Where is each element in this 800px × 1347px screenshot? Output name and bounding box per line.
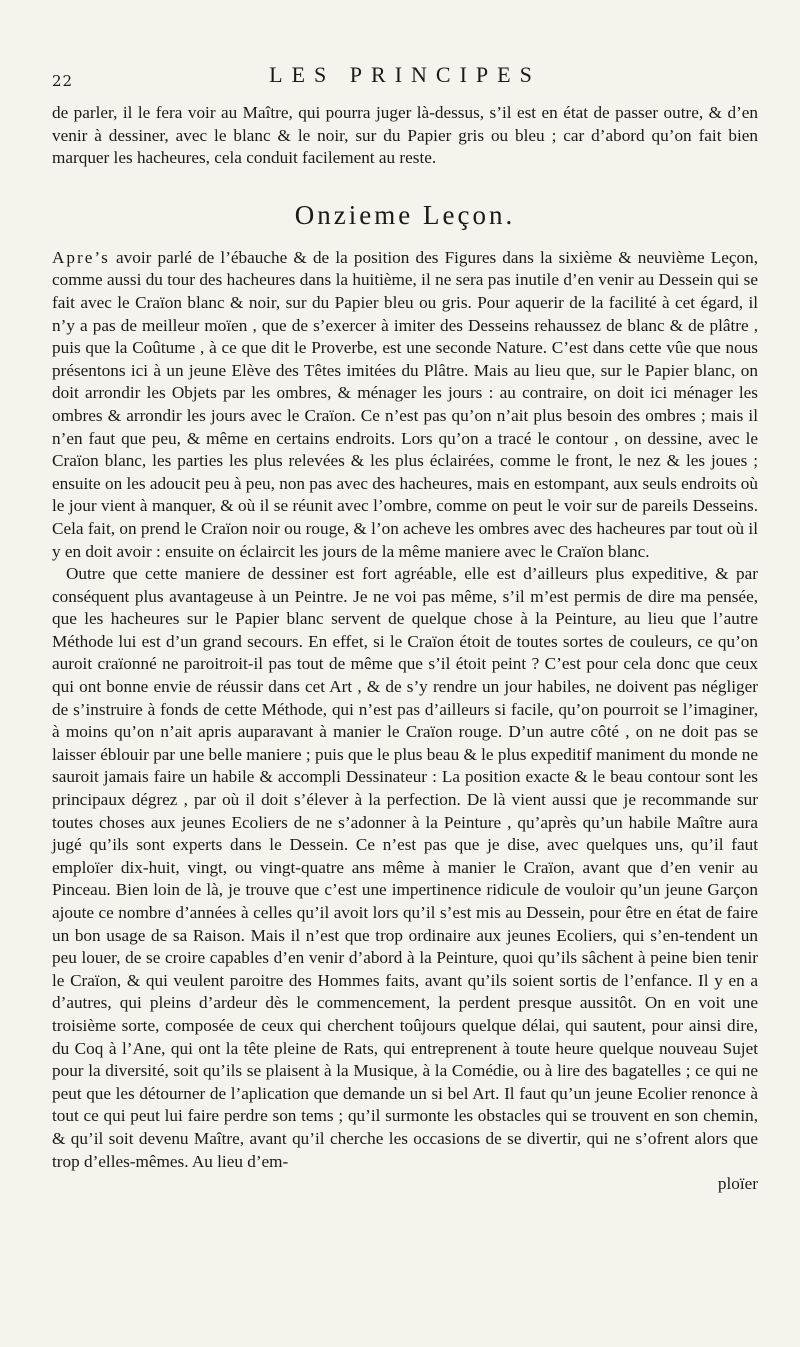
paragraph-1-text: avoir parlé de l’ébauche & de la position des Figures dans la sixième & neuvième Leçon, comme aussi du tour des hacheures dans la huitième, il ne sera pas inutile d’en venir au Dessein qui se fait avec le Craïon blanc & noir, sur du Papier bleu ou gris. Pour aquerir de la facilité à cet égard, il n’y a pas de meilleur moïen , que de s’exercer à imiter des Desseins rehaussez de blanc & de plâtre , puis que la Coûtume , à ce que dit le Proverbe, est une seconde Nature. C’est dans cette vûe que nous présentons ici à un jeune Elève des Têtes imitées du Plâtre. Mais au lieu que, sur le Papier blanc, on doit arrondir les Objets par les ombres, & ménager les jours : au contraire, on doit ici ménager les ombres & arrondir les jours avec le Craïon. Ce n’est pas qu’on n’ait plus besoin des ombres ; mais il n’en faut que peu, & même en certains endroits. Lors qu’on a tracé le contour , on dessine, avec le Craïon blanc, les parties les plus relevées & les plus éclairées, comme le front, le nez & les joues ; ensuite on les adoucit peu à peu, non pas avec des hacheures, mais en estompant, aux seuls endroits où le jour vient à manquer, & où il se réunit avec l’ombre, comme on peut le voir sur de pareils Desseins. Cela fait, on prend le Craïon noir ou rouge, & l’on acheve les ombres avec des hacheures par tout où il y en doit avoir : ensuite on éclaircit les jours de la même maniere avec le Craïon blanc. — [52, 247, 758, 561]
catchword: ploïer — [717, 1174, 758, 1194]
book-page — [52, 62, 758, 1196]
page-header — [52, 62, 758, 98]
page-number: 22 — [52, 72, 74, 90]
lead-word: Apre’s — [52, 247, 110, 267]
body-paragraph-1 — [52, 247, 758, 563]
chapter-title: Onzieme Leçon. — [294, 199, 516, 230]
body-paragraph-2 — [52, 563, 758, 1173]
paragraph-2-text: Outre que cette maniere de dessiner est fort agréable, elle est d’ailleurs plus expeditive, & par conséquent plus avantageuse à un Peintre. Je ne voi pas même, s’il m’est permis de dire ma pensée, que les hacheures sur le Papier blanc servent de quelque chose à la Peinture, au lieu que l’autre Méthode lui est d’un grand secours. En effet, si le Craïon étoit de toutes sortes de couleurs, ce qu’on auroit craïonné ne paroitroit-il pas tout de même que s’il étoit peint ? C’est pour cela donc que ceux qui ont bonne envie de réussir dans cet Art , & de s’y rendre un jour habiles, ne doivent pas négliger de s’instruire à fonds de cette Méthode, qui n’est pas d’ailleurs si facile, qu’on pourroit se l’imaginer, à moins qu’on n’ait apris auparavant à manier le Craïon rouge. D’un autre côté , on ne doit pas se laisser éblouir par une belle maniere ; puis que le plus beau & le plus expeditif maniment du monde ne sauroit jamais faire un habile & accompli Dessinateur : La position exacte & le beau contour sont les principaux dégrez , par où il doit s’élever à la perfection. De là vient aussi que je recommande sur toutes choses aux jeunes Ecoliers de ne s’adonner à la Peinture , qu’après qu’un habile Maître aura jugé qu’ils sont experts dans le Dessein. Ce n’est pas que je dise, avec quelques uns, qu’il faut emploïer dix-huit, vingt, ou vingt-quatre ans même à manier le Craïon, avant que d’en venir au Pinceau. Bien loin de là, je trouve que c’est une impertinence ridicule de vouloir qu’un jeune Garçon ajoute ce nombre d’années à celles qu’il avoit lors qu’il s’est mis au Dessein, pour être en état de faire un bon usage de sa Raison. Mais il n’est que trop ordinaire aux jeunes Ecoliers, qui s’en-tendent un peu louer, de se croire capables d’en venir d’abord à la Peinture, quoi qu’ils sâchent à peine bien tenir le Craïon, & qui veulent paroitre des Hommes faits, avant qu’ils soient sortis de l’enfance. Il y en a d’autres, qui pleins d’ardeur dès le commencement, la perdent presque aussitôt. On en voit une troisième sorte, composée de ceux qui cherchent toûjours quelque délai, qui sautent, pour ainsi dire, du Coq à l’Ane, qui ont la tête pleine de Rats, qui entreprenent à toute heure quelque nouveau Sujet pour la diversité, soit qu’ils se plaisent à la Musique, à la Comédie, ou à lire des bagatelles ; ce qui ne peut que les détourner de l’aplication que demande un si bel Art. Il faut qu’un jeune Ecolier renonce à tout ce qui peut lui faire perdre son tems ; qu’il surmonte les obstacles qui se trouvent en son chemin, & qu’il soit devenu Maître, avant qu’il cherche les occasions de se divertir, qui ne s’ofrent alors que trop d’elles-mêmes. Au lieu d’em- — [52, 564, 758, 1171]
intro-paragraph: de parler, il le fera voir au Maître, qui pourra juger là-dessus, s’il est en état de passer outre, & d’en venir à dessiner, avec le blanc & le noir, sur du Papier gris ou bleu ; car d’abord qu’on fait bien marquer les hacheures, cela conduit facilement au reste. — [52, 103, 758, 168]
running-head: LES PRINCIPES — [269, 62, 541, 87]
